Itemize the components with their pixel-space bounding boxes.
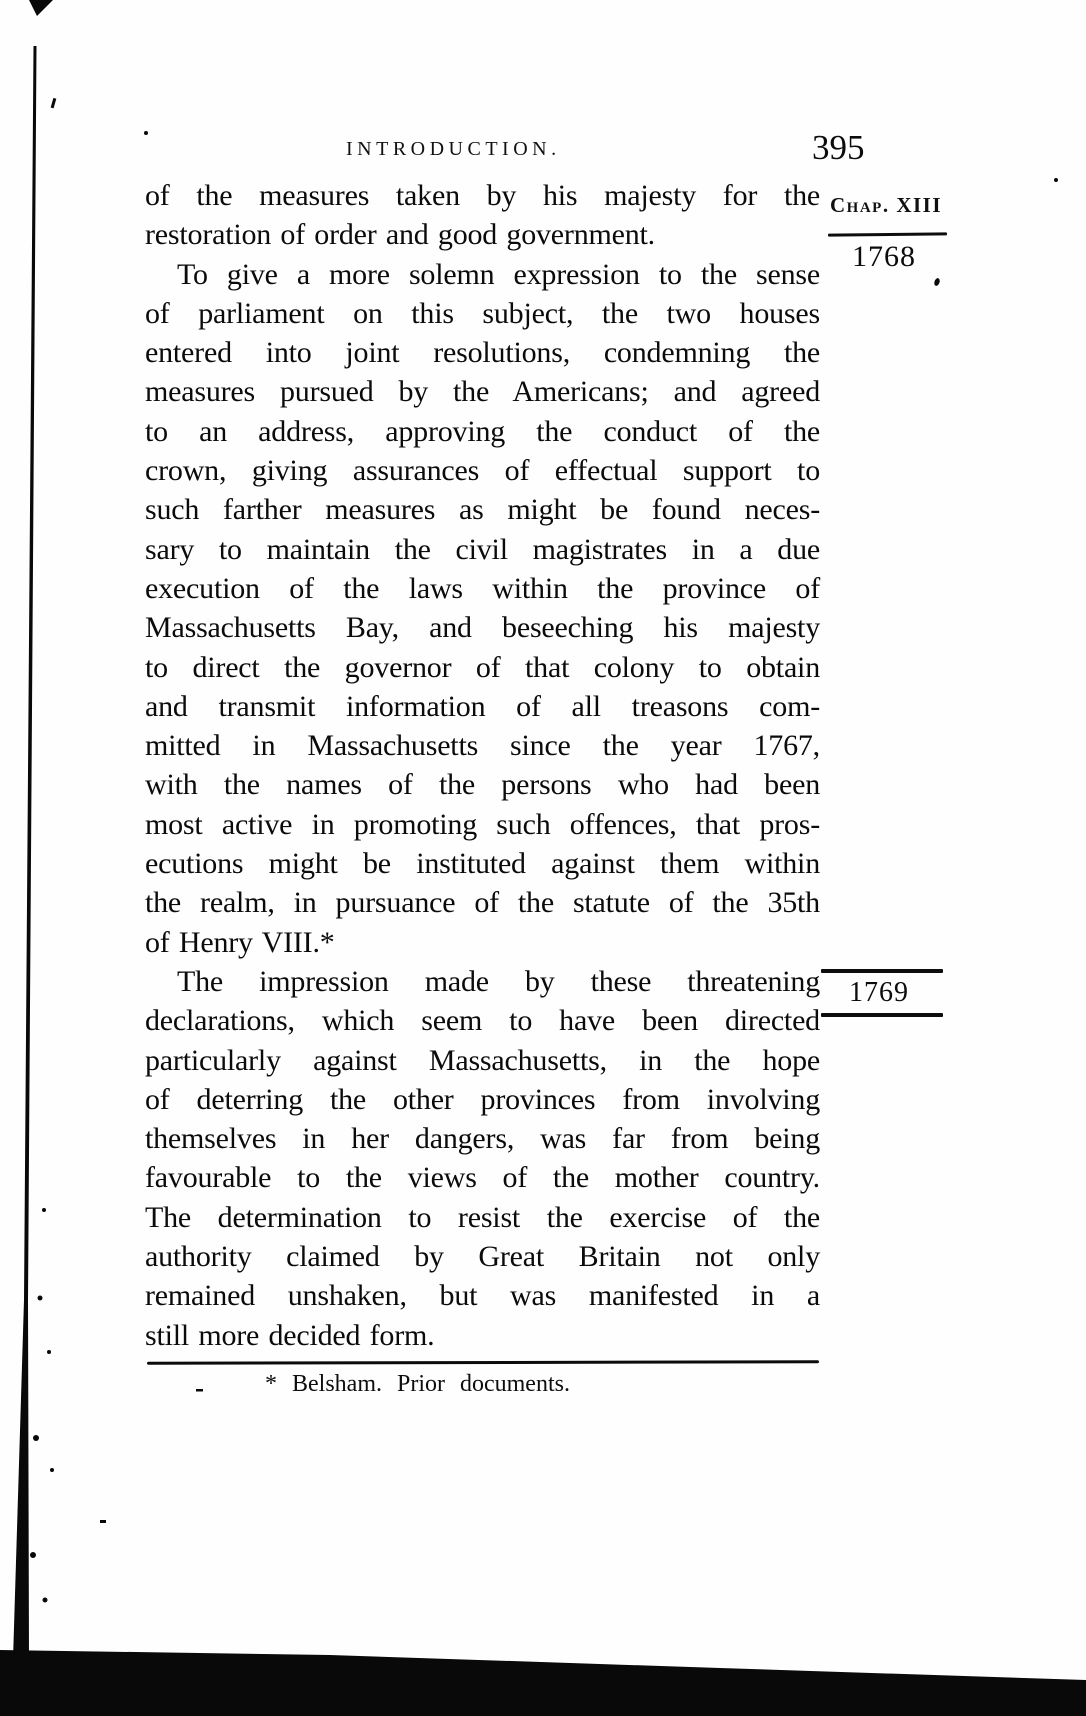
scan-speck: [33, 1435, 39, 1441]
text-line: declarations, which seem to have been directed: [145, 1004, 820, 1038]
scan-artifact-top-wedge: [29, 0, 53, 16]
text-line: of deterring the other provinces from involving: [145, 1082, 820, 1116]
scan-speck: [42, 1208, 46, 1212]
scan-speck-dash: [196, 1389, 203, 1392]
scan-speck-dash: [100, 1520, 106, 1523]
text-line: entered into joint resolutions, condemning the: [145, 336, 820, 370]
text-line: mitted in Massachusetts since the year 1767,: [145, 729, 820, 763]
scan-speck-comma: [933, 277, 940, 286]
scan-artifact-bottom-band: [0, 1650, 1086, 1716]
text-line: measures pursued by the Americans; and agreed: [145, 375, 820, 409]
page-number: 395: [812, 128, 865, 167]
text-line: of parliament on this subject, the two houses: [145, 296, 820, 330]
margin-year-1769: 1769: [849, 977, 909, 1008]
scan-speck: [38, 1296, 43, 1301]
text-line: sary to maintain the civil magistrates in a due: [145, 532, 820, 566]
margin-rule-above-1769: [821, 969, 943, 973]
text-line: the realm, in pursuance of the statute of the 35th: [145, 886, 820, 920]
text-line: ecutions might be instituted against them within: [145, 847, 820, 881]
scan-speck: [144, 131, 148, 135]
text-line: themselves in her dangers, was far from being: [145, 1122, 820, 1156]
scan-speck: [1054, 178, 1058, 182]
scan-speck: [30, 1552, 36, 1558]
text-line: to an address, approving the conduct of the: [145, 414, 820, 448]
scan-speck: [47, 1350, 51, 1354]
text-line: restoration of order and good government.: [145, 218, 655, 252]
scan-speck: [43, 1598, 48, 1603]
margin-rule-below-1769: [821, 1013, 943, 1017]
text-line: with the names of the persons who had been: [145, 768, 820, 802]
text-line: To give a more solemn expression to the sense: [177, 257, 820, 291]
footnote-rule: [147, 1360, 819, 1364]
running-head: INTRODUCTION.: [346, 138, 561, 160]
text-line: execution of the laws within the province of: [145, 571, 820, 605]
body-text: [145, 176, 820, 1355]
scan-speck-tick: [51, 98, 57, 108]
text-line: of the measures taken by his majesty for the: [145, 179, 820, 212]
margin-rule-under-chapter: [828, 232, 947, 236]
margin-year-1768: 1768: [852, 240, 916, 273]
footnote: * Belsham. Prior documents.: [265, 1371, 570, 1397]
text-line: remained unshaken, but was manifested in a: [145, 1279, 820, 1313]
text-line: such farther measures as might be found neces-: [145, 493, 820, 527]
text-line: to direct the governor of that colony to obtain: [145, 650, 820, 684]
margin-chapter-note: Chap. XIII: [830, 193, 943, 217]
text-line: Massachusetts Bay, and beseeching his majesty: [145, 611, 820, 645]
text-line: and transmit information of all treasons com-: [145, 689, 820, 723]
scan-speck: [50, 1468, 54, 1472]
text-line: favourable to the views of the mother country.: [145, 1161, 820, 1195]
text-line: authority claimed by Great Britain not only: [145, 1240, 820, 1274]
text-line: of Henry VIII.*: [145, 925, 335, 959]
text-line: The determination to resist the exercise of the: [145, 1200, 820, 1234]
text-line: crown, giving assurances of effectual support to: [145, 454, 820, 488]
text-line: most active in promoting such offences, that pros-: [145, 807, 820, 841]
text-line: particularly against Massachusetts, in the hope: [145, 1043, 820, 1077]
text-line: still more decided form.: [145, 1318, 435, 1352]
text-line: The impression made by these threatening: [177, 964, 820, 998]
scan-artifact-left-edge-line: [13, 46, 37, 1660]
